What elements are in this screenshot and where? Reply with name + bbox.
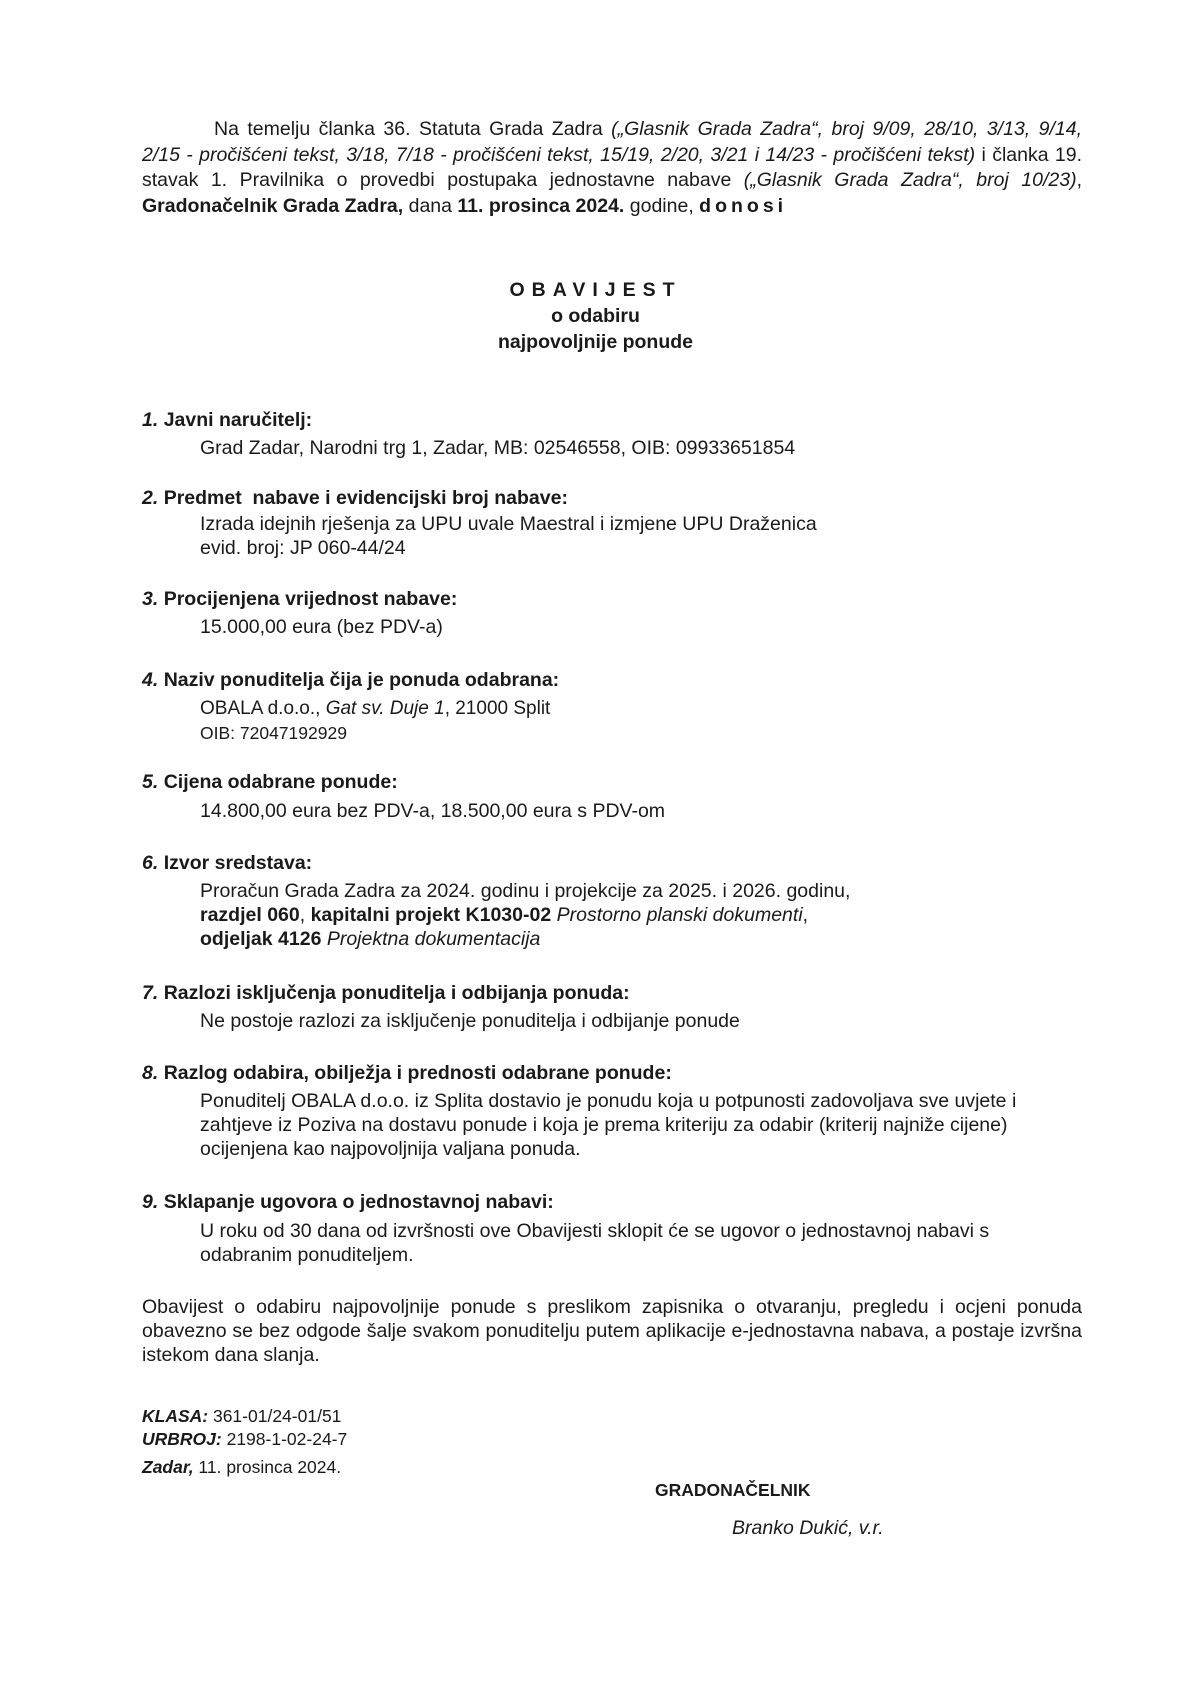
section-body-line: Grad Zadar, Narodni trg 1, Zadar, MB: 02546558, OIB: 09933651854: [200, 437, 796, 459]
section-title: Procijenjena vrijednost nabave:: [163, 588, 458, 610]
urbroj-label: URBROJ:: [142, 1429, 222, 1449]
preamble-text: ,: [1076, 169, 1082, 191]
section-9-body: [200, 1219, 1085, 1267]
section-2-heading: [142, 486, 568, 510]
preamble: [142, 117, 1082, 219]
section-8-body: [200, 1089, 1070, 1161]
section-number: 5.: [142, 771, 159, 793]
budget-division: razdjel 060: [200, 904, 300, 926]
section-number: 1.: [142, 409, 159, 431]
supplier-oib: OIB: 72047192929: [200, 723, 347, 743]
section-7-heading: [142, 981, 630, 1005]
signature-name: Branko Dukić, v.r.: [732, 1517, 884, 1539]
urbroj-line: [142, 1428, 347, 1450]
section-body-line: Ponuditelj OBALA d.o.o. iz Splita dostavio je ponudu koja u potpunosti zadovoljava sve uvjete i zahtjeve iz Poziva na dostavu ponude i koja je prema kriteriju za odabir (kriterij najniže cijene) ocijenjena kao najpovoljnija valjana ponuda.: [200, 1090, 1017, 1160]
section-3-body: [200, 615, 1080, 639]
section-title: Sklapanje ugovora o jednostavnoj nabavi:: [163, 1191, 554, 1213]
preamble-text: i članka 19. stavak 1. Pravilnika o provedbi postupaka jednostavne nabave: [142, 143, 1083, 191]
signature-title: GRADONAČELNIK: [655, 1480, 811, 1500]
section-body-line: evid. broj: JP 060-44/24: [200, 537, 406, 559]
section-number: 4.: [142, 669, 159, 691]
section-body-line: 15.000,00 eura (bez PDV-a): [200, 616, 443, 638]
preamble-date: 11. prosinca 2024.: [457, 194, 625, 217]
supplier-name: OBALA d.o.o.,: [200, 698, 326, 719]
section-number: 7.: [142, 982, 159, 1004]
preamble-issuer: Gradonačelnik Grada Zadra,: [142, 194, 404, 217]
section-9-heading: [142, 1190, 554, 1214]
section-title: Cijena odabrane ponude:: [163, 771, 398, 793]
section-5-heading: [142, 770, 398, 794]
place-date-line: [142, 1456, 341, 1478]
section-6-heading: [142, 851, 312, 875]
budget-section-line: [200, 927, 1080, 951]
closing-paragraph: Obavijest o odabiru najpovoljnije ponude s preslikom zapisnika o otvaranju, pregledu i ocjeni ponuda obavezno se bez odgode šalje svakom ponuditelju putem aplikacije e-jednostavna nabava, a postaje izvršna istekom dana slanja.: [142, 1296, 1082, 1366]
section-4-body: [200, 697, 1080, 745]
section-body-line: Proračun Grada Zadra za 2024. godinu i projekcije za 2025. i 2026. godinu,: [200, 880, 851, 902]
separator: ,: [299, 904, 311, 926]
budget-line: [200, 903, 1080, 927]
document-title: [0, 277, 1191, 355]
place-date: 11. prosinca 2024.: [193, 1457, 342, 1477]
supplier-address: [200, 697, 1080, 721]
section-title: Razlozi isključenja ponuditelja i odbijanja ponuda:: [163, 982, 630, 1004]
section-title: Predmet nabave i evidencijski broj nabave:: [163, 487, 568, 509]
section-number: 9.: [142, 1191, 159, 1213]
section-title: Izvor sredstava:: [163, 852, 313, 874]
preamble-statute-ref: („Glasnik Grada Zadra“, broj 9/09, 28/10, 3/13, 9/14, 2/15 - pročišćeni tekst, 3/18, 7/18 - pročišćeni tekst, 15/19, 2/20, 3/21 i 14/23 - pročišćeni tekst): [142, 118, 1083, 166]
supplier-city: , 21000 Split: [444, 698, 551, 719]
section-number: 8.: [142, 1062, 159, 1084]
supplier-street: Gat sv. Duje 1: [325, 698, 445, 719]
preamble-text: godine,: [624, 194, 700, 217]
urbroj-value: 2198-1-02-24-7: [221, 1429, 348, 1449]
separator: ,: [802, 904, 809, 926]
klasa-value: 361-01/24-01/51: [208, 1406, 342, 1426]
title-line-1: OBAVIJEST: [509, 279, 682, 301]
section-title: Razlog odabira, obilježja i prednosti odabrane ponude:: [163, 1062, 672, 1084]
section-number: 2.: [142, 487, 159, 509]
section-2-body: [200, 512, 1080, 560]
section-body-line: 14.800,00 eura bez PDV-a, 18.500,00 eura s PDV-om: [200, 800, 666, 822]
section-number: 3.: [142, 588, 159, 610]
preamble-text: Na temelju članka 36. Statuta Grada Zadra: [214, 118, 612, 140]
section-1-body: [200, 436, 1080, 460]
title-line-2: o odabiru: [551, 305, 640, 327]
klasa-line: [142, 1405, 341, 1427]
section-3-heading: [142, 587, 457, 611]
section-number: 6.: [142, 852, 159, 874]
section-body-line: U roku od 30 dana od izvršnosti ove Obavijesti sklopit će se ugovor o jednostavnoj nabavi s odabranim ponuditeljem.: [200, 1220, 990, 1266]
klasa-label: KLASA:: [142, 1406, 209, 1426]
budget-section-desc: Projektna dokumentacija: [321, 928, 541, 950]
section-6-body: [200, 879, 1080, 951]
section-1-heading: [142, 408, 312, 432]
section-5-body: [200, 799, 1080, 823]
preamble-text: dana: [403, 194, 458, 217]
section-body-line: Ne postoje razlozi za isključenje ponuditelja i odbijanje ponude: [200, 1010, 740, 1032]
preamble-verb: donosi: [699, 194, 788, 217]
preamble-rules-ref: („Glasnik Grada Zadra“, broj 10/23): [743, 169, 1077, 191]
section-7-body: [200, 1009, 1080, 1033]
capital-project-desc: Prostorno planski dokumenti: [551, 904, 803, 926]
section-4-heading: [142, 668, 559, 692]
place-label: Zadar,: [142, 1457, 194, 1477]
section-title: Javni naručitelj:: [163, 409, 313, 431]
section-8-heading: [142, 1061, 672, 1085]
title-line-3: najpovoljnije ponude: [498, 331, 693, 353]
section-title: Naziv ponuditelja čija je ponuda odabrana:: [163, 669, 560, 691]
section-body-line: Izrada idejnih rješenja za UPU uvale Maestral i izmjene UPU Draženica: [200, 513, 817, 535]
budget-section: odjeljak 4126: [200, 928, 322, 950]
capital-project: kapitalni projekt K1030-02: [310, 904, 552, 926]
